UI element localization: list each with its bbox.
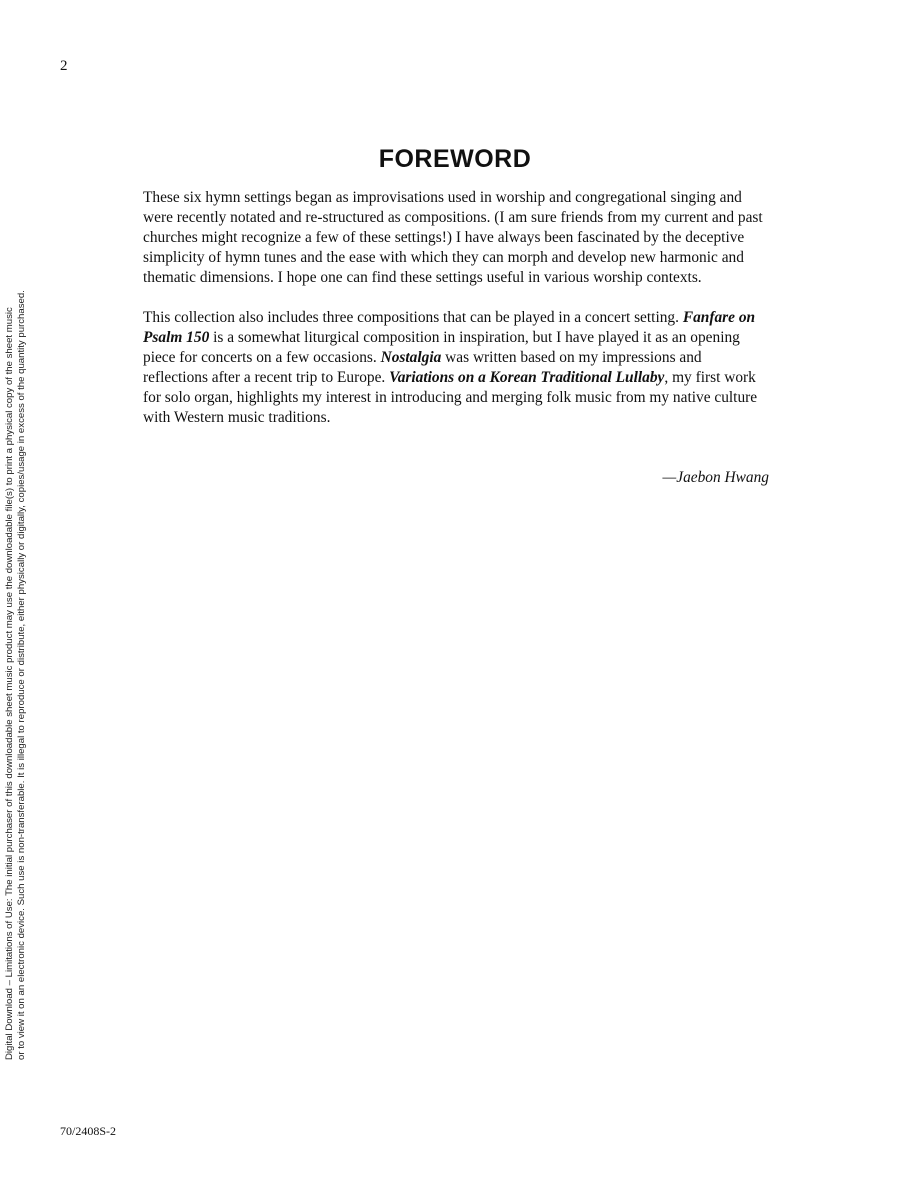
author-signature: —Jaebon Hwang bbox=[662, 469, 769, 486]
work-title-fanfare: Fanfare on Psalm 150 bbox=[143, 309, 756, 346]
paragraph-2-text-1: This collection also includes three compositions that can be played in a concert setting. bbox=[143, 309, 683, 326]
work-title-nostalgia: Nostalgia bbox=[380, 349, 442, 366]
usage-notice bbox=[4, 160, 28, 1060]
catalog-number: 70/2408S-2 bbox=[60, 1124, 117, 1138]
paragraph-2-text-4: , my first work for solo organ, highlights my interest in introducing and merging folk music from my native culture with Western music traditions. bbox=[143, 369, 758, 426]
page-number: 2 bbox=[60, 58, 68, 74]
foreword-body bbox=[143, 188, 770, 428]
foreword-paragraph-2 bbox=[143, 308, 770, 428]
page-title: FOREWORD bbox=[378, 145, 532, 173]
usage-notice-line-1: Digital Download – Limitations of Use: The initial purchaser of this downloadable sheet music product may use the downloadable file(s) to print a physical copy of the sheet music bbox=[4, 307, 15, 1060]
foreword-paragraph-1: These six hymn settings began as improvisations used in worship and congregational singing and were recently notated and re-structured as compositions. (I am sure friends from my current and past churches might recognize a few of these settings!) I have always been fascinated by the deceptive simplicity of hymn tunes and the ease with which they can morph and develop new harmonic and thematic dimensions. I hope one can find these settings useful in various worship contexts. bbox=[143, 189, 763, 286]
paragraph-2-text-2: is a somewhat liturgical composition in inspiration, but I have played it as an opening piece for concerts on a few occasions. bbox=[143, 329, 740, 366]
work-title-variations: Variations on a Korean Traditional Lullaby bbox=[389, 369, 665, 386]
paragraph-2-text-3: was written based on my impressions and reflections after a recent trip to Europe. bbox=[143, 349, 702, 386]
usage-notice-line-2: or to view it on an electronic device. Such use is non-transferable. It is illegal to reproduce or distribute, either physically or digitally, copies/usage in excess of the quantity purchased. bbox=[16, 290, 27, 1060]
